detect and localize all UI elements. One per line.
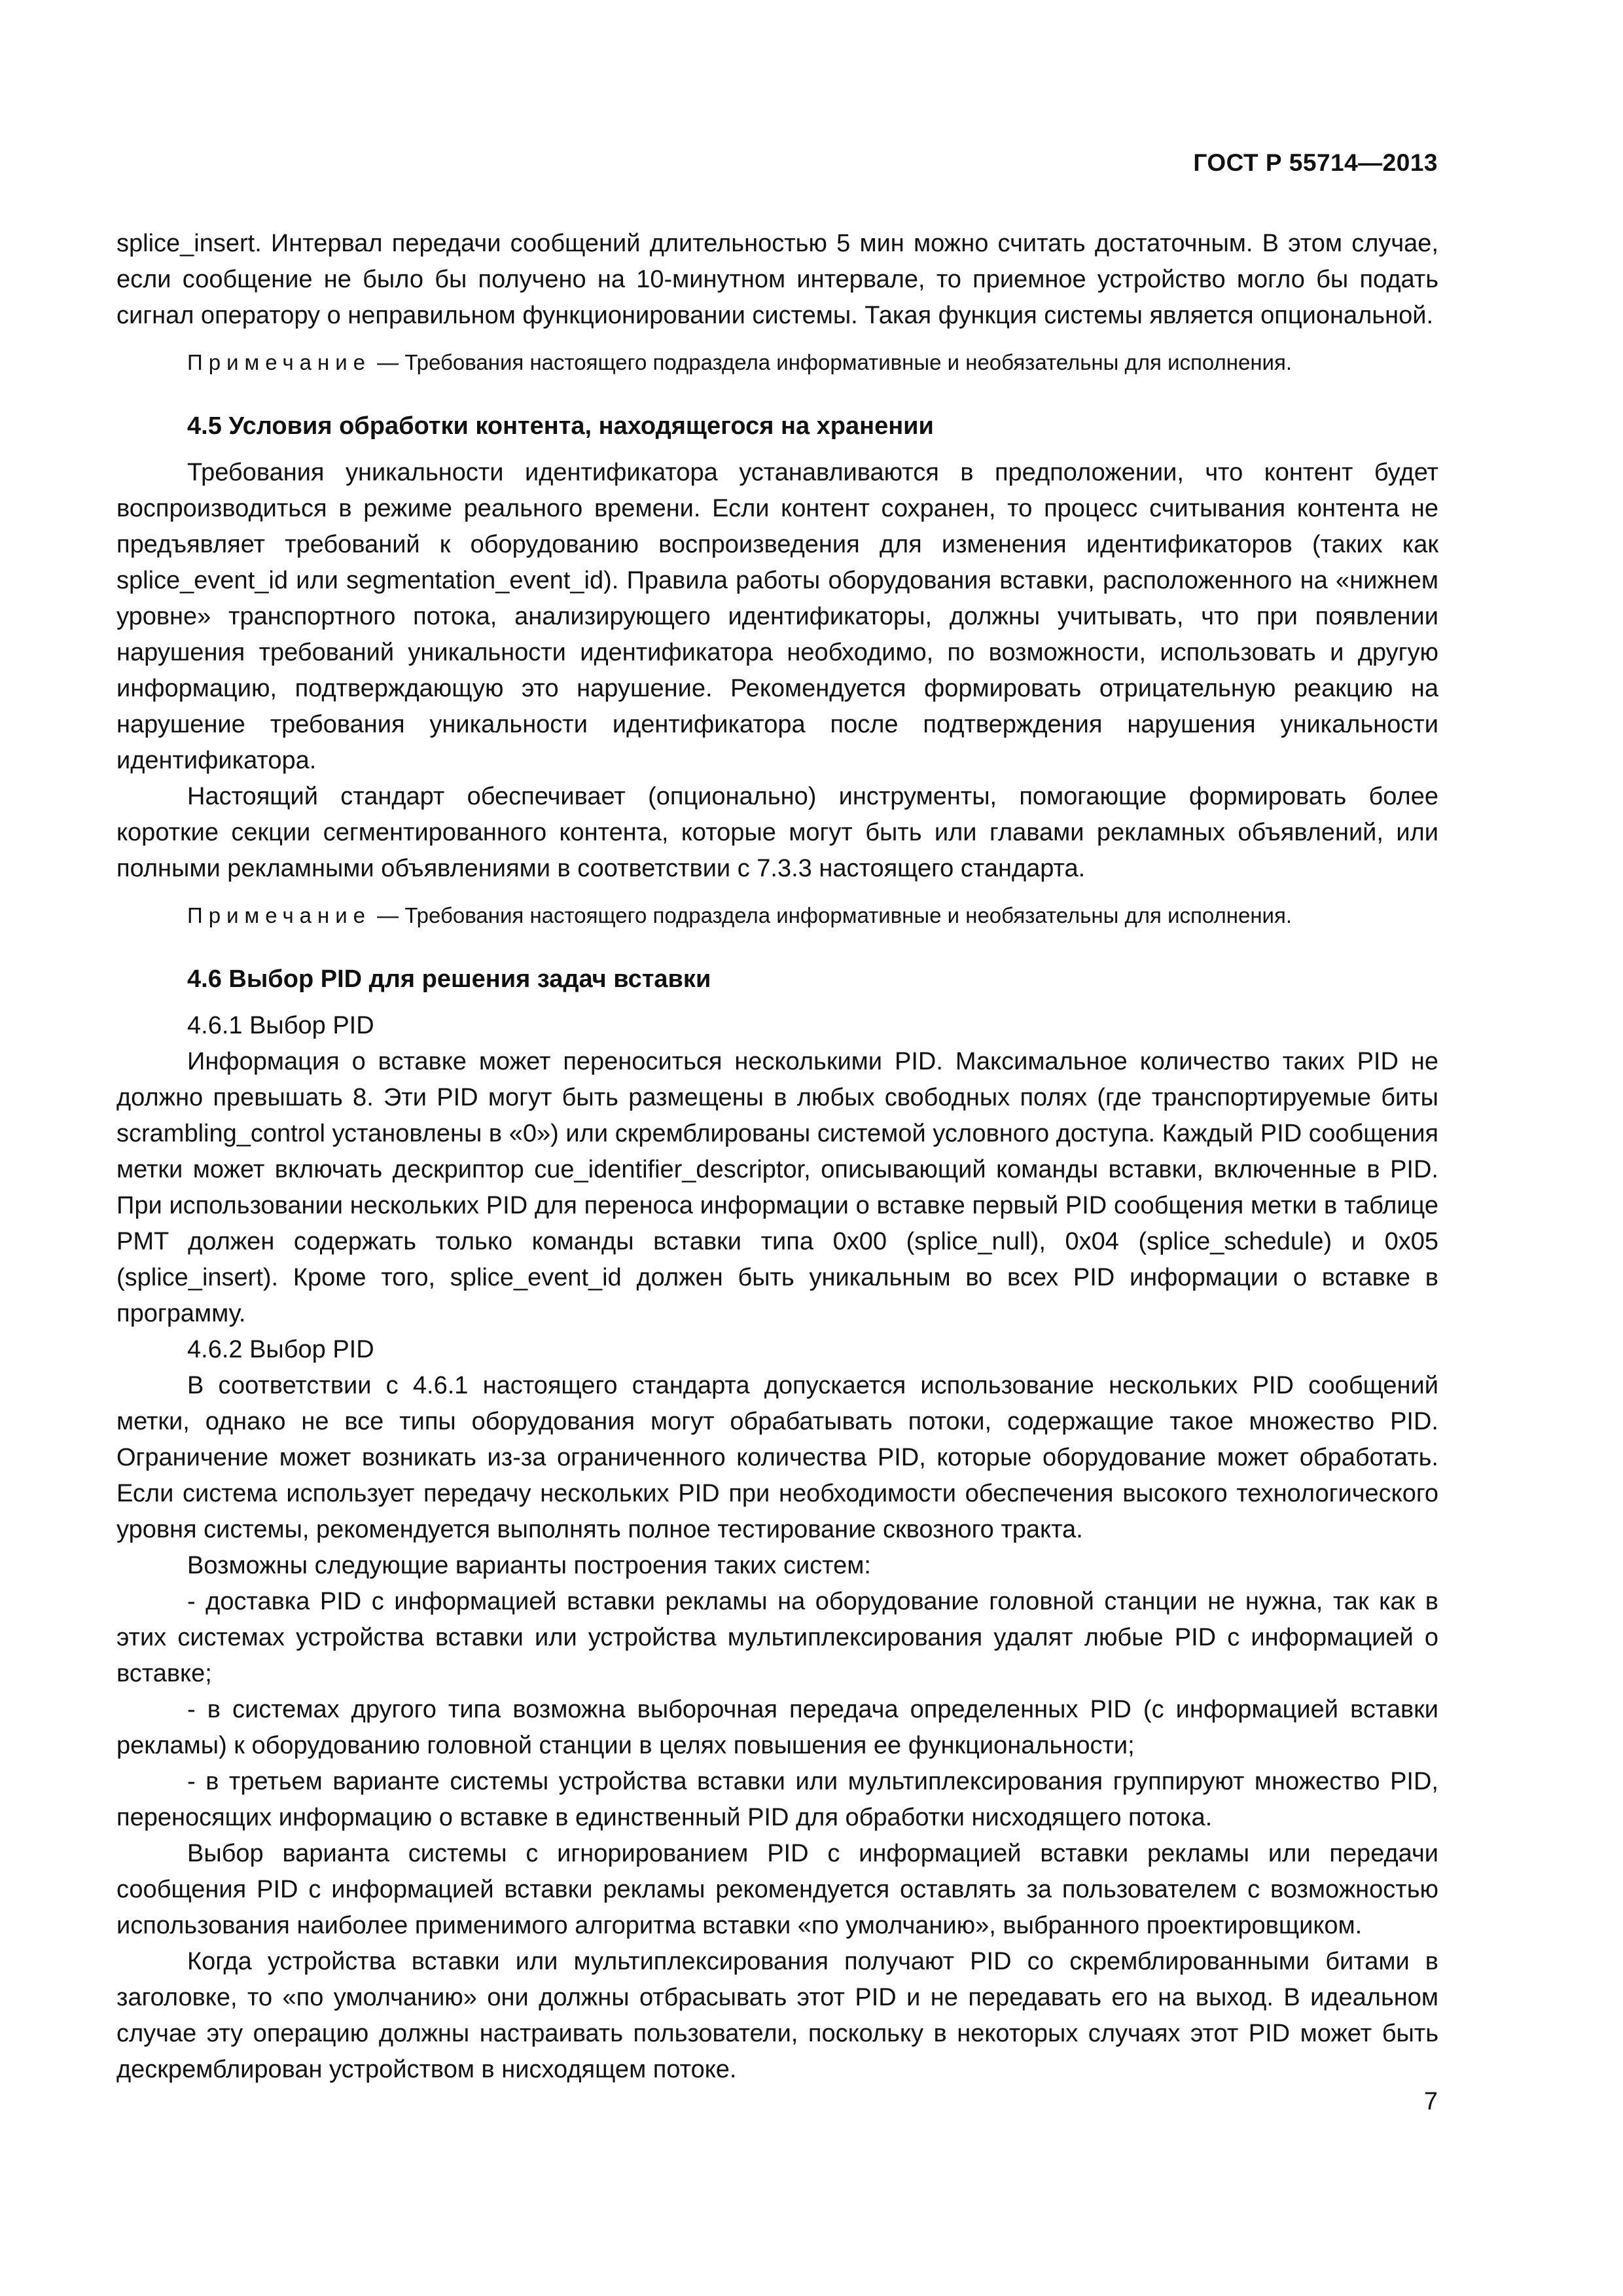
intro-note [116,347,1438,378]
document-code-header: ГОСТ Р 55714—2013 [1193,149,1438,176]
section-4-6-heading: 4.6 Выбор PID для решения задач вставки [187,965,711,993]
note-text: — Требования настоящего подраздела информативные и необязательны для исполнения. [371,350,1293,374]
subsection-4-6-1-title: 4.6.1 Выбор PID [187,1012,374,1039]
note-label: Примечание [187,350,372,374]
section-4-5-heading: 4.5 Условия обработки контента, находящегося на хранении [187,412,934,440]
list-item: - в системах другого типа возможна выборочная передача определенных PID (с информацией вставки рекламы) к оборудованию головной станции в целях повышения ее функциональности; [116,1696,1438,1759]
section-4-5-paragraph-1: Требования уникальности идентификатора устанавливаются в предположении, что контент будет воспроизводиться в режиме реального времени. Если контент сохранен, то процесс считывания контента не предъявляет требований к оборудованию воспроизведения для изменения идентификаторов (таких как splice_event_id или segmentation_event_id). Правила работы оборудования вставки, расположенного на «нижнем уровне» транспортного потока, анализирующего идентификаторы, должны учитывать, что при появлении нарушения требований уникальности идентификатора необходимо, по возможности, использовать и другую информацию, подтверждающую это нарушение. Рекомендуется формировать отрицательную реакцию на нарушение требования уникальности идентификатора после подтверждения нарушения уникальности идентификатора. [116,459,1438,774]
note-label: Примечание [187,903,372,927]
subsection-4-6-2-paragraph-4: Когда устройства вставки или мультиплексирования получают PID со скремблированными битами в заголовке, то «по умолчанию» они должны отбрасывать этот PID и не передавать его на выход. В идеальном случае эту операцию должны настраивать пользователи, поскольку в некоторых случаях этот PID может быть дескремблирован устройством в нисходящем потоке. [116,1948,1438,2083]
subsection-4-6-1-paragraph: Информация о вставке может переноситься несколькими PID. Максимальное количество таких PID не должно превышать 8. Эти PID могут быть размещены в любых свободных полях (где транспортируемые биты scrambling_control установлены в «0») или скремблированы системой условного доступа. Каждый PID сообщения метки может включать дескриптор cue_identifier_descriptor, описывающий команды вставки, включенные в PID. При использовании нескольких PID для переноса информации о вставке первый PID сообщения метки в таблице PMT должен содержать только команды вставки типа 0x00 (splice_null), 0x04 (splice_schedule) и 0x05 (splice_insert). Кроме того, splice_event_id должен быть уникальным во всех PID информации о вставке в программу. [116,1048,1438,1327]
list-item: - доставка PID с информацией вставки рекламы на оборудование головной станции не нужна, так как в этих системах устройства вставки или устройства мультиплексирования удалят любые PID с информацией о вставке; [116,1588,1438,1687]
subsection-4-6-2-title: 4.6.2 Выбор PID [187,1336,374,1363]
note-text: — Требования настоящего подраздела информативные и необязательны для исполнения. [371,903,1293,927]
page-number: 7 [1423,2088,1438,2115]
section-4-5-note [116,900,1438,931]
section-4-5-paragraph-2: Настоящий стандарт обеспечивает (опционально) инструменты, помогающие формировать более короткие секции сегментированного контента, которые могут быть или главами рекламных объявлений, или полными рекламными объявлениями в соответствии с 7.3.3 настоящего стандарта. [116,783,1438,882]
list-item: - в третьем варианте системы устройства вставки или мультиплексирования группируют множество PID, переносящих информацию о вставке в единственный PID для обработки нисходящего потока. [116,1768,1438,1831]
subsection-4-6-2-paragraph-3: Выбор варианта системы с игнорированием PID с информацией вставки рекламы или передачи сообщения PID с информацией вставки рекламы рекомендуется оставлять за пользователем с возможностью использования наиболее применимого алгоритма вставки «по умолчанию», выбранного проектировщиком. [116,1840,1438,1939]
page-body [116,226,1438,2088]
subsection-4-6-2-paragraph-1: В соответствии с 4.6.1 настоящего стандарта допускается использование нескольких PID сообщений метки, однако не все типы оборудования могут обрабатывать потоки, содержащие такое множество PID. Ограничение может возникать из-за ограниченного количества PID, которые оборудование может обработать. Если система использует передачу нескольких PID при необходимости обеспечения высокого технологического уровня системы, рекомендуется выполнять полное тестирование сквозного тракта. [116,1372,1438,1543]
subsection-4-6-2-paragraph-2: Возможны следующие варианты построения таких систем: [187,1552,871,1579]
intro-paragraph: splice_insert. Интервал передачи сообщений длительностью 5 мин можно считать достаточным. В этом случае, если сообщение не было бы получено на 10-минутном интервале, то приемное устройство могло бы подать сигнал оператору о неправильном функционировании системы. Такая функция системы является опциональной. [116,230,1438,329]
